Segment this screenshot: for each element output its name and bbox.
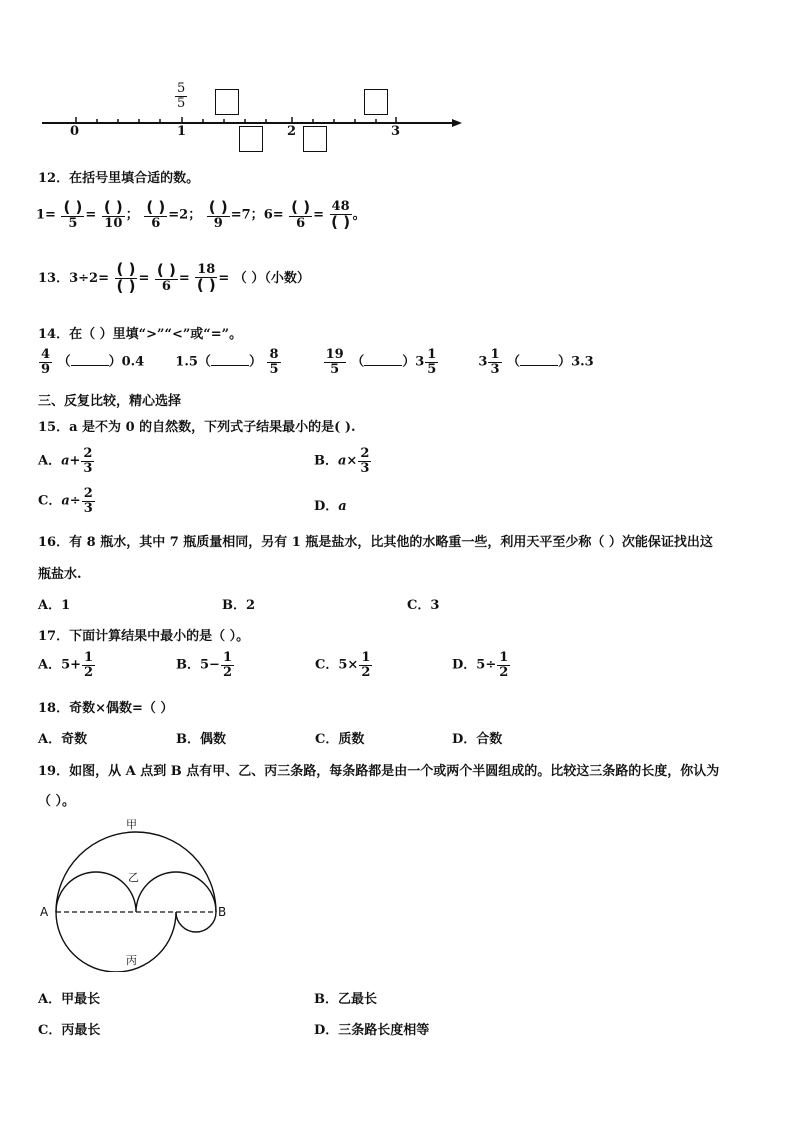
- tick-label-3: 3: [391, 124, 401, 139]
- mixed-whole: 3: [415, 354, 425, 370]
- q12-frac-6: [330, 200, 352, 230]
- numerator: 1: [361, 650, 371, 665]
- q12-frac-1: [61, 200, 84, 230]
- answer-blank-c[interactable]: [364, 354, 402, 366]
- fraction-5-5: [175, 82, 187, 110]
- equals-sign: =: [45, 207, 56, 223]
- question-16-line-1: 16．有 8 瓶水，其中 7 瓶质量相同，另有 1 瓶是盐水，比其他的水略重一些，利用天平至少称（ ）次能保证找出这: [38, 535, 713, 550]
- q19-option-c[interactable]: C．丙最长: [38, 1023, 101, 1038]
- q17-option-a[interactable]: [38, 651, 96, 679]
- option-letter: B．: [314, 453, 338, 469]
- rparen: ）: [402, 354, 416, 370]
- blank-paren[interactable]: ( ): [116, 276, 136, 295]
- question-19-line-2: （ ）。: [38, 794, 76, 809]
- option-letter: D．: [314, 499, 339, 514]
- q13-frac-1: [115, 262, 138, 295]
- semicircle-paths-svg: [36, 812, 236, 972]
- q17-option-d[interactable]: [452, 651, 511, 679]
- q14-frac-1-5: [425, 348, 438, 376]
- tick-label-1: 1: [177, 124, 187, 139]
- question-14-items: [38, 348, 594, 376]
- semicolon: ；: [188, 207, 202, 223]
- q13-frac-2: [155, 263, 178, 293]
- question-14-text: 14．在（ ）里填“>”“<”或“=”。: [38, 327, 243, 342]
- denominator: 5: [269, 361, 279, 377]
- blank-paren[interactable]: ( ): [146, 198, 166, 216]
- fraction-1-2: [82, 651, 95, 679]
- equals-sign: =: [178, 270, 190, 286]
- answer-box-4[interactable]: [364, 89, 388, 115]
- denominator: 5: [330, 361, 340, 377]
- section-3-title: 三、反复比较，精心选择: [38, 394, 182, 409]
- equals-two: =2: [168, 207, 189, 223]
- equals-seven: =7: [230, 207, 251, 223]
- denominator: 10: [104, 215, 123, 231]
- lparen: （: [57, 354, 71, 370]
- equals-sign: =: [98, 270, 109, 286]
- blank-paren[interactable]: ( ): [196, 275, 216, 294]
- rparen: ）: [248, 354, 262, 370]
- answer-blank-d[interactable]: [520, 354, 558, 366]
- fraction-denominator: 5: [177, 95, 186, 111]
- question-12-text: 12．在括号里填合适的数。: [38, 171, 200, 186]
- equals-sign: =: [85, 207, 97, 223]
- numerator: 18: [197, 262, 216, 278]
- q17-option-c[interactable]: [315, 651, 373, 679]
- period: 。: [352, 207, 366, 223]
- lparen: （: [507, 354, 521, 370]
- q16-option-a[interactable]: A．1: [38, 598, 71, 613]
- blank-paren[interactable]: ( ): [63, 198, 83, 216]
- label-point-b: B: [218, 905, 227, 919]
- numerator: 1: [222, 650, 232, 665]
- question-16-line-2: 瓶盐水.: [38, 567, 82, 582]
- q12-frac-3: [144, 200, 167, 230]
- lparen: （: [197, 354, 211, 370]
- blank-paren[interactable]: ( ): [156, 261, 176, 280]
- path-bing-large: [56, 912, 176, 972]
- expr: 5×: [338, 657, 359, 673]
- blank-paren[interactable]: ( ): [291, 198, 311, 216]
- expr: a+: [61, 453, 81, 469]
- expr: 5÷: [476, 657, 497, 673]
- fraction-2-3: [358, 447, 371, 475]
- equals-sign: =: [313, 207, 325, 223]
- q19-option-b[interactable]: B．乙最长: [314, 992, 377, 1007]
- fraction-1-2: [359, 651, 372, 679]
- mixed-whole: 3: [478, 354, 488, 370]
- answer-box-3[interactable]: [303, 126, 327, 152]
- q19-option-d[interactable]: D．三条路长度相等: [314, 1023, 430, 1038]
- q18-option-b[interactable]: B．偶数: [176, 732, 226, 747]
- denominator: 3: [490, 361, 500, 377]
- label-bing: 丙: [126, 954, 137, 967]
- q14-frac-19-5: [324, 348, 346, 376]
- expr: a×: [338, 453, 358, 469]
- denominator: 3: [360, 460, 370, 476]
- numerator: 1: [490, 347, 500, 362]
- option-letter: A．: [38, 453, 62, 469]
- q19-option-a[interactable]: A．甲最长: [38, 992, 101, 1007]
- denominator: 2: [499, 664, 509, 680]
- denominator: 2: [361, 664, 371, 680]
- tick-label-2: 2: [287, 124, 297, 139]
- fraction-2-3: [82, 487, 95, 515]
- expr: a÷: [61, 493, 81, 509]
- numerator: 8: [269, 347, 279, 362]
- expr: a: [338, 499, 347, 514]
- option-letter: C．: [315, 657, 339, 673]
- denominator: 3: [83, 460, 93, 476]
- blank-paren[interactable]: ( ): [331, 212, 351, 231]
- fraction-2-3: [81, 447, 94, 475]
- denominator: 5: [427, 361, 437, 377]
- equals-sign: =: [218, 270, 230, 286]
- option-letter: A．: [38, 657, 62, 673]
- blank-paren[interactable]: ( ): [116, 260, 136, 278]
- q14-value-a: 0.4: [121, 354, 145, 370]
- label-jia: 甲: [126, 818, 137, 831]
- question-18-text: 18．奇数×偶数=（ ）: [38, 701, 174, 716]
- numerator: 4: [41, 347, 51, 362]
- question-17-text: 17．下面计算结果中最小的是（ ）。: [38, 629, 250, 644]
- numerator: 19: [325, 347, 344, 362]
- question-12-equations: [36, 200, 366, 230]
- denominator: 6: [296, 215, 306, 231]
- option-letter: C．: [38, 493, 62, 509]
- answer-box-1[interactable]: [215, 89, 239, 115]
- numerator: 2: [83, 486, 93, 501]
- question-19-line-1: 19．如图，从 A 点到 B 点有甲、乙、丙三条路，每条路都是由一个或两个半圆组成的。比较这三条路的长度，你认为: [38, 764, 720, 779]
- answer-box-2[interactable]: [239, 126, 263, 152]
- denominator: 6: [151, 215, 161, 231]
- blank-paren[interactable]: ( ): [208, 198, 228, 216]
- q16-option-c[interactable]: C．3: [407, 598, 440, 613]
- label-point-a: A: [40, 905, 49, 919]
- numerator: 48: [331, 199, 350, 214]
- numerator: 1: [84, 650, 94, 665]
- denominator: 2: [84, 664, 94, 680]
- denominator: 9: [41, 361, 51, 377]
- expr: 5+: [61, 657, 82, 673]
- q15-option-c[interactable]: [38, 487, 96, 515]
- q13-frac-3: [195, 263, 217, 293]
- tick-label-0: 0: [70, 124, 80, 139]
- q14-frac-1-3: [488, 348, 501, 376]
- semicolon: ；: [250, 207, 264, 223]
- blank-paren[interactable]: ( ): [103, 198, 123, 216]
- q14-frac-4-9: [39, 348, 52, 376]
- denominator: 2: [222, 664, 232, 680]
- question-15-text: 15．a 是不为 0 的自然数，下列式子结果最小的是( ).: [38, 420, 356, 435]
- answer-blank-a[interactable]: [71, 354, 109, 366]
- q17-option-b[interactable]: [176, 651, 235, 679]
- q18-option-a[interactable]: A．奇数: [38, 732, 88, 747]
- label-yi: 乙: [128, 871, 139, 884]
- denominator: 5: [68, 215, 78, 231]
- q14-frac-8-5: [267, 348, 280, 376]
- numerator: 2: [360, 446, 370, 461]
- numerator: 1: [427, 347, 437, 362]
- answer-blank-b[interactable]: [211, 354, 249, 366]
- q12-frac-2: [102, 200, 125, 230]
- q13-lead: 13．3÷2: [38, 270, 99, 286]
- option-letter: D．: [452, 657, 477, 673]
- q15-option-d[interactable]: [314, 495, 347, 514]
- q16-option-b[interactable]: B．2: [222, 598, 256, 613]
- q12-frac-4: [207, 200, 230, 230]
- equals-sign: =: [138, 270, 150, 286]
- q13-tail: （ ）（小数）: [233, 270, 310, 286]
- lparen: （: [351, 354, 365, 370]
- denominator: 9: [213, 215, 223, 231]
- q18-option-d[interactable]: D．合数: [452, 732, 503, 747]
- numerator: 1: [499, 650, 509, 665]
- q12-six: 6: [263, 207, 273, 223]
- option-letter: B．: [176, 657, 200, 673]
- q14-value-d: 3.3: [571, 354, 594, 370]
- q18-option-c[interactable]: C．质数: [315, 732, 365, 747]
- denominator: 3: [83, 500, 93, 516]
- denominator: 6: [161, 278, 171, 294]
- rparen: ）: [558, 354, 572, 370]
- path-bing-small: [176, 912, 216, 932]
- rparen: ）: [108, 354, 122, 370]
- fraction-1-2: [497, 651, 510, 679]
- q12-frac-5: [289, 200, 312, 230]
- semicolon: ；: [125, 207, 139, 223]
- question-13: [38, 262, 310, 295]
- q12-one: 1: [36, 207, 46, 223]
- numerator: 2: [83, 446, 93, 461]
- fraction-numerator: 5: [177, 81, 186, 96]
- q15-option-b[interactable]: [314, 447, 372, 475]
- expr: 5−: [200, 657, 220, 673]
- semicircle-paths-diagram: [36, 812, 236, 972]
- fraction-1-2: [221, 651, 234, 679]
- q15-option-a[interactable]: [38, 447, 95, 475]
- equals-sign: =: [272, 207, 284, 223]
- q14-value-b: 1.5: [175, 354, 198, 370]
